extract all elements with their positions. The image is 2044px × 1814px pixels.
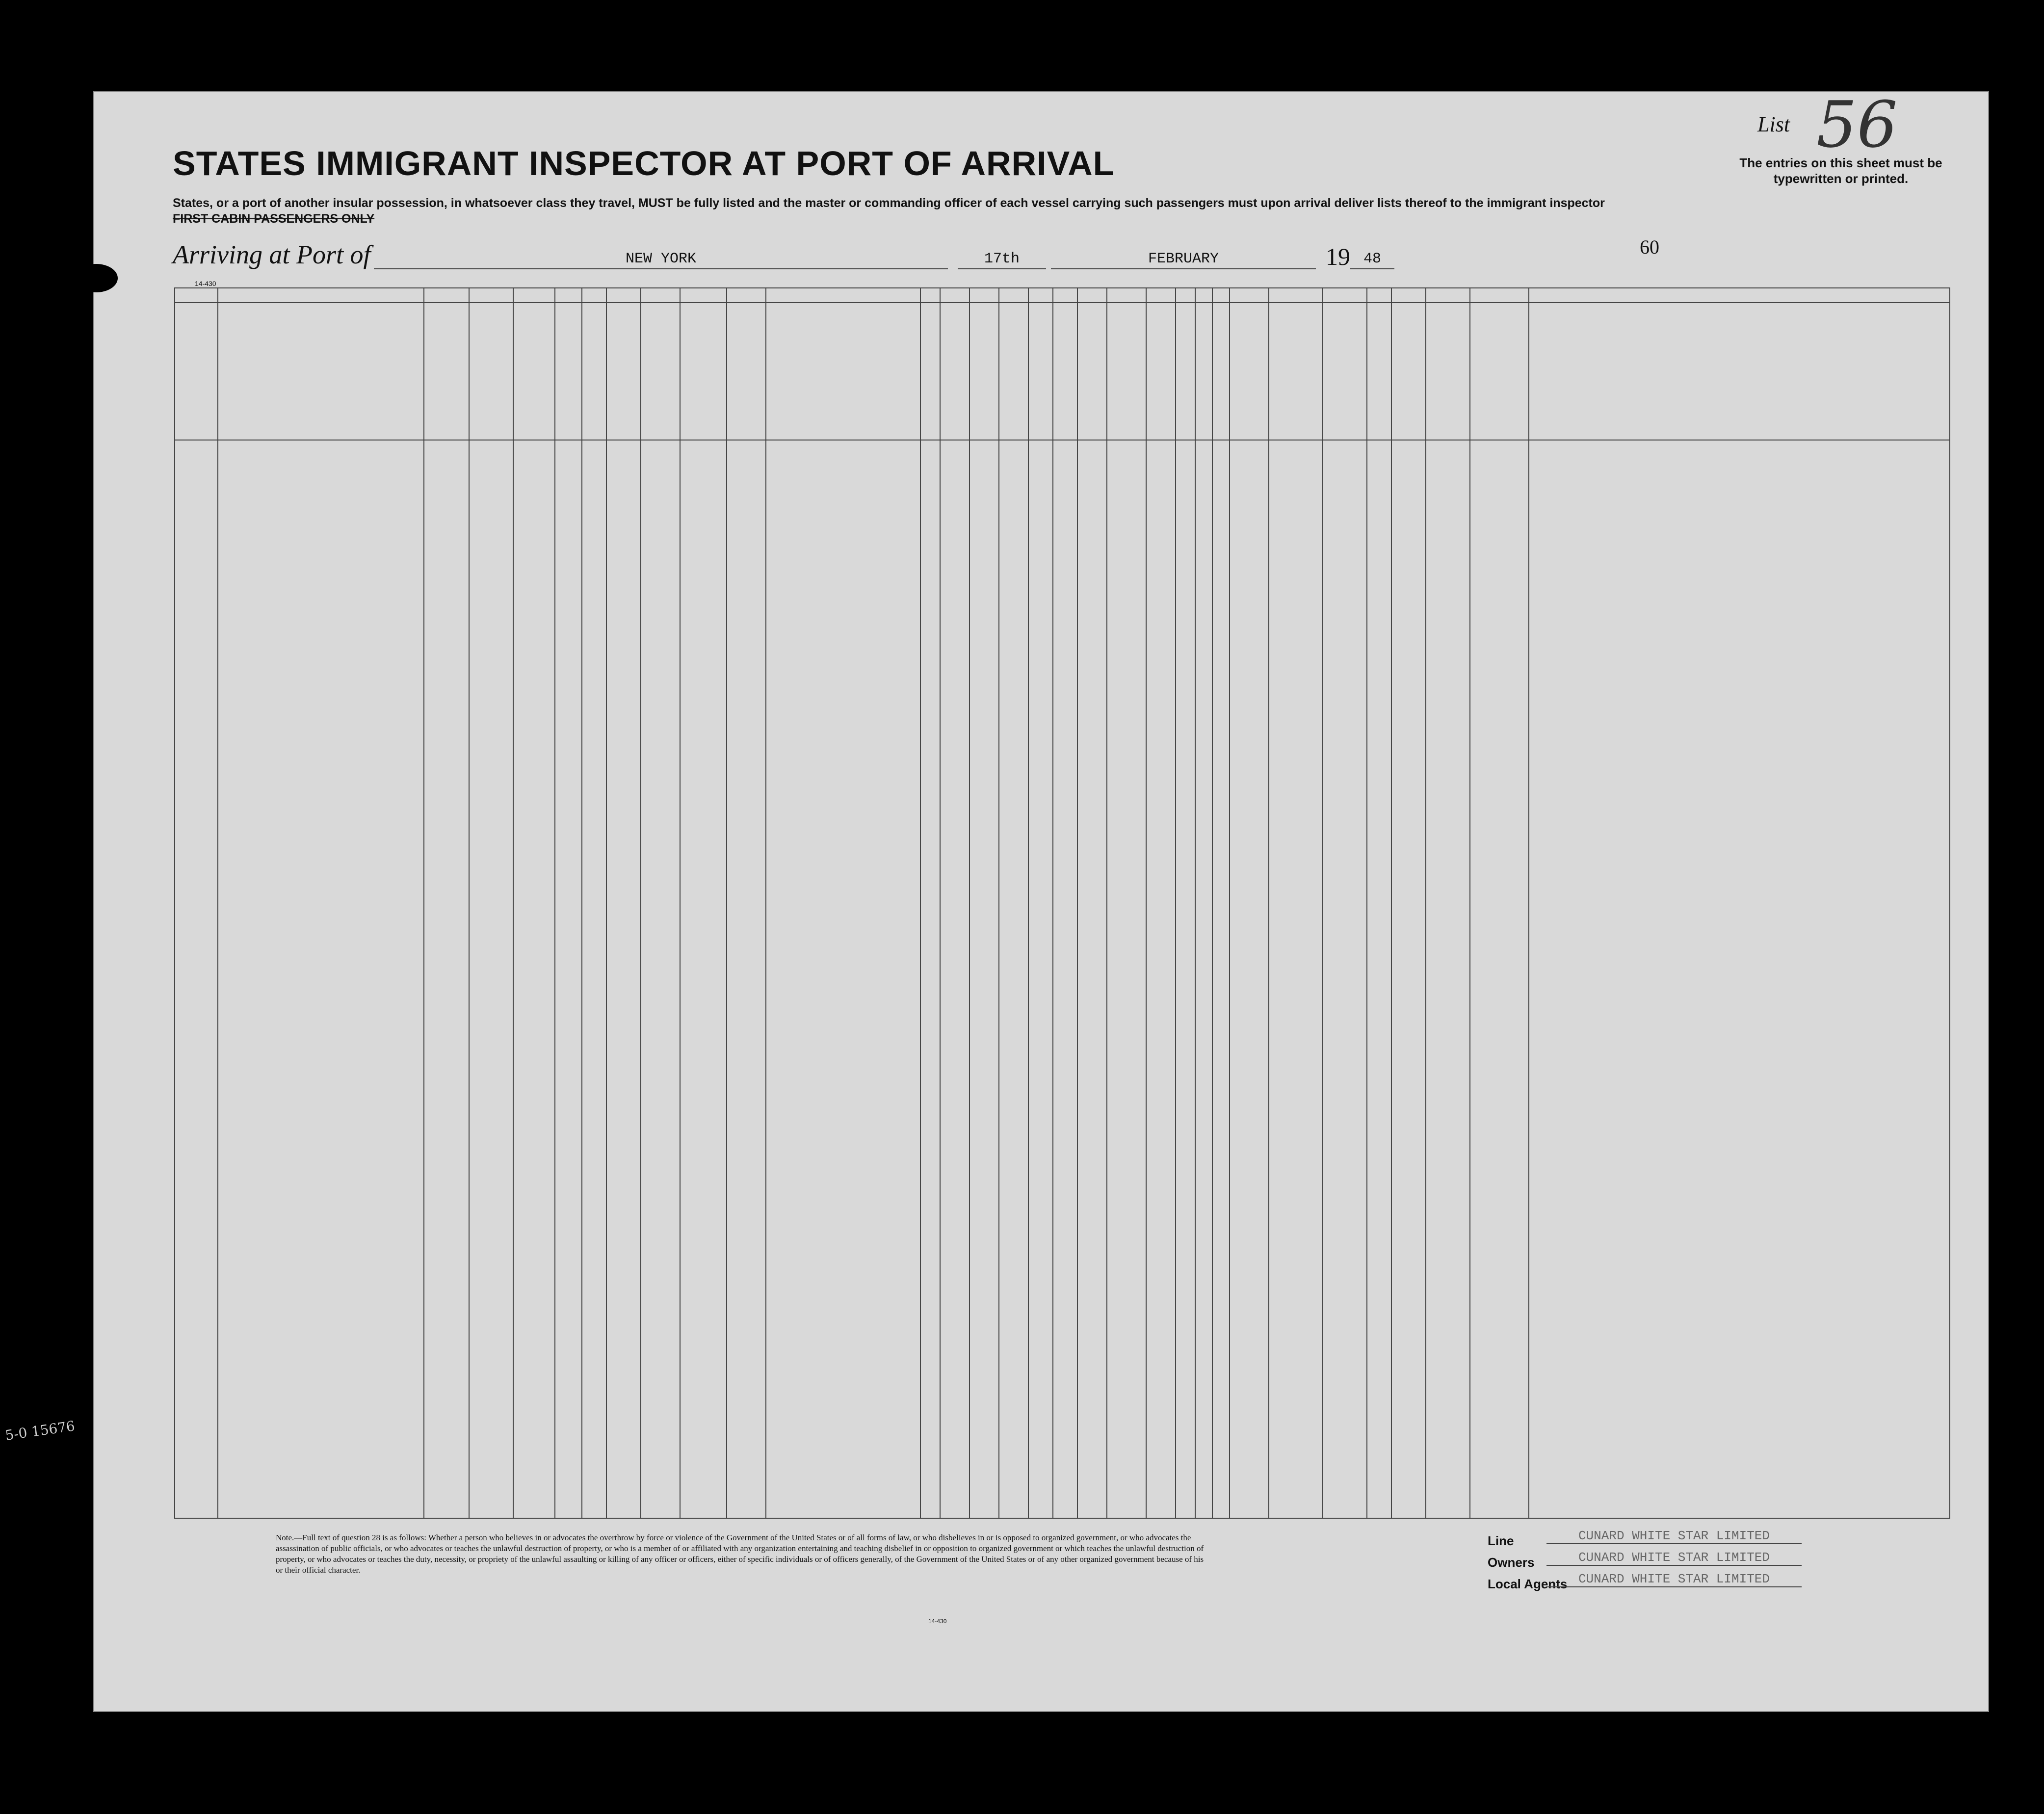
year-field: 48	[1350, 247, 1394, 269]
yes-no-header	[681, 361, 726, 381]
column-rule	[726, 287, 727, 1519]
no-on-list-header	[176, 346, 215, 386]
arrested-header	[1178, 307, 1192, 435]
color-of-header	[1391, 317, 1469, 329]
column-rule	[1106, 287, 1107, 1519]
eyes-header	[1425, 395, 1467, 407]
column-rule	[606, 287, 607, 1519]
column-rule	[1028, 287, 1029, 1519]
owners-label: Owners	[1488, 1555, 1535, 1570]
list-label: List	[1757, 112, 1790, 136]
purpose-b-header	[952, 332, 974, 435]
column-rule	[1391, 287, 1392, 1519]
manifest-sheet	[93, 87, 1989, 1712]
column-rule	[581, 287, 582, 1519]
deformed-header	[1270, 332, 1321, 400]
column-rule	[680, 287, 681, 1519]
hair-header	[1394, 395, 1423, 407]
footnote-question-28: Note.—Full text of question 28 is as follows: Whether a person who believes in or advocates the overthrow by force or violence of the Government of the United States or of all forms of law, or who disbelieves in or is opposed to organized government, or who advocates the assassination of public officials, or who advocates or teaches the unlawful destruction of property, or who is a member of or affiliated with any organization entertaining and teaching disbelief in or opposition to organized government or which teaches the unlawful destruction of property, or who advocates or teaches the duty, necessity, or propriety of the unlawful assaulting or killing of any officer or officers, either of specific individuals or of officers generally, of the Government of the United States or of any other organized government because of his or their official character.	[276, 1533, 1204, 1575]
footer-form-code: 14-430	[928, 1618, 947, 1625]
column-rule	[920, 287, 921, 1519]
if-yes-header	[726, 346, 765, 357]
port-field: NEW YORK	[374, 247, 948, 269]
manifest-table	[174, 287, 1949, 1519]
column-rule	[174, 287, 175, 1519]
complexion-header	[1368, 376, 1391, 388]
join-relative-header	[768, 337, 918, 395]
owners-value: CUNARD WHITE STAR LIMITED	[1546, 1550, 1802, 1566]
table-bottom-rule	[174, 1518, 1949, 1519]
city-header	[513, 410, 554, 422]
punch-hole	[40, 1363, 83, 1391]
column-rule	[1366, 287, 1367, 1519]
column-rule	[998, 287, 999, 1519]
column-rule	[217, 287, 218, 1519]
column-rule	[1425, 287, 1426, 1519]
agents-value: CUNARD WHITE STAR LIMITED	[1546, 1572, 1802, 1587]
polygamist-header	[1030, 307, 1052, 435]
condition-header	[1231, 332, 1267, 386]
year-prefix: 19	[1326, 243, 1350, 270]
passage-paid-header	[584, 322, 638, 341]
foreign-country-header	[425, 361, 468, 420]
fifty-dollars-header	[643, 307, 677, 435]
column-rule	[1268, 287, 1269, 1519]
form-code: 14-430	[195, 280, 216, 287]
purpose-c-header	[974, 332, 996, 435]
header-rule	[174, 287, 1949, 288]
marks-header	[1533, 341, 1945, 361]
column-rule	[1146, 287, 1147, 1519]
month-field: FEBRUARY	[1051, 247, 1316, 269]
excluded-header	[1148, 307, 1173, 435]
height-header	[1324, 317, 1366, 329]
column-rule	[940, 287, 941, 1519]
punch-hole	[40, 1255, 83, 1283]
ticket-header	[557, 307, 579, 435]
column-rule	[1229, 287, 1230, 1519]
line-value: CUNARD WHITE STAR LIMITED	[1546, 1529, 1802, 1544]
day-field: 17th	[958, 247, 1046, 269]
passage-paid-subheader	[584, 351, 638, 420]
column-rule	[1175, 287, 1176, 1519]
column-rule	[1195, 287, 1196, 1519]
purpose-a-header	[922, 332, 944, 435]
feet-header	[1325, 381, 1344, 435]
purpose-header	[922, 307, 996, 327]
prison-header	[1001, 307, 1025, 435]
sheet-number: 60	[1640, 236, 1659, 258]
column-rule	[554, 287, 555, 1519]
intro-text	[173, 195, 1792, 227]
list-number: 56	[1816, 87, 1898, 162]
nearest-relative-header	[223, 337, 418, 395]
column-rule	[1212, 287, 1213, 1519]
line-label: Line	[1488, 1533, 1514, 1548]
last-residence-header	[681, 334, 764, 344]
margin-annotation: 5-0 15676	[4, 1418, 76, 1444]
header-rule	[174, 302, 1949, 303]
punch-hole	[40, 1476, 83, 1504]
column-rule	[969, 287, 970, 1519]
column-rule	[1469, 287, 1470, 1519]
in-usa-header	[471, 346, 553, 376]
ever-before-header	[681, 305, 764, 335]
anarchist-header	[1055, 307, 1077, 435]
column-rule	[513, 287, 514, 1519]
final-destination-subheader	[425, 320, 552, 330]
state-header	[471, 410, 511, 422]
column-rule	[1052, 287, 1053, 1519]
column-rule	[1949, 287, 1950, 1519]
year-period-header	[728, 376, 764, 405]
punch-hole	[40, 465, 83, 493]
overthrow-header	[1079, 307, 1106, 435]
column-rule	[469, 287, 470, 1519]
header-rule	[174, 440, 1949, 441]
page-title: STATES IMMIGRANT INSPECTOR AT PORT OF ARRIVAL	[173, 144, 1115, 182]
column-rule	[1322, 287, 1323, 1519]
cabin-class-note: FIRST CABIN PASSENGERS ONLY	[173, 212, 375, 226]
typewriter-note: The entries on this sheet must be typewritten or printed.	[1739, 155, 1942, 186]
labor-offer-header	[1109, 307, 1143, 435]
punch-hole	[40, 352, 83, 381]
arriving-label: Arriving at Port of	[173, 240, 371, 269]
column-rule	[765, 287, 766, 1519]
intro-paragraph: States, or a port of another insular possession, in whatsoever class they travel, MUST be fully listed and the master or commanding officer of each vessel carrying such passengers must upon arrival deliver lists thereof to the immigrant inspector	[173, 196, 1605, 210]
punch-hole	[75, 264, 118, 292]
inches-header	[1347, 381, 1366, 435]
agents-label: Local Agents	[1488, 1577, 1568, 1591]
column-rule	[1528, 287, 1529, 1519]
column-rule	[640, 287, 641, 1519]
column-rule	[423, 287, 424, 1519]
column-rule	[1077, 287, 1078, 1519]
